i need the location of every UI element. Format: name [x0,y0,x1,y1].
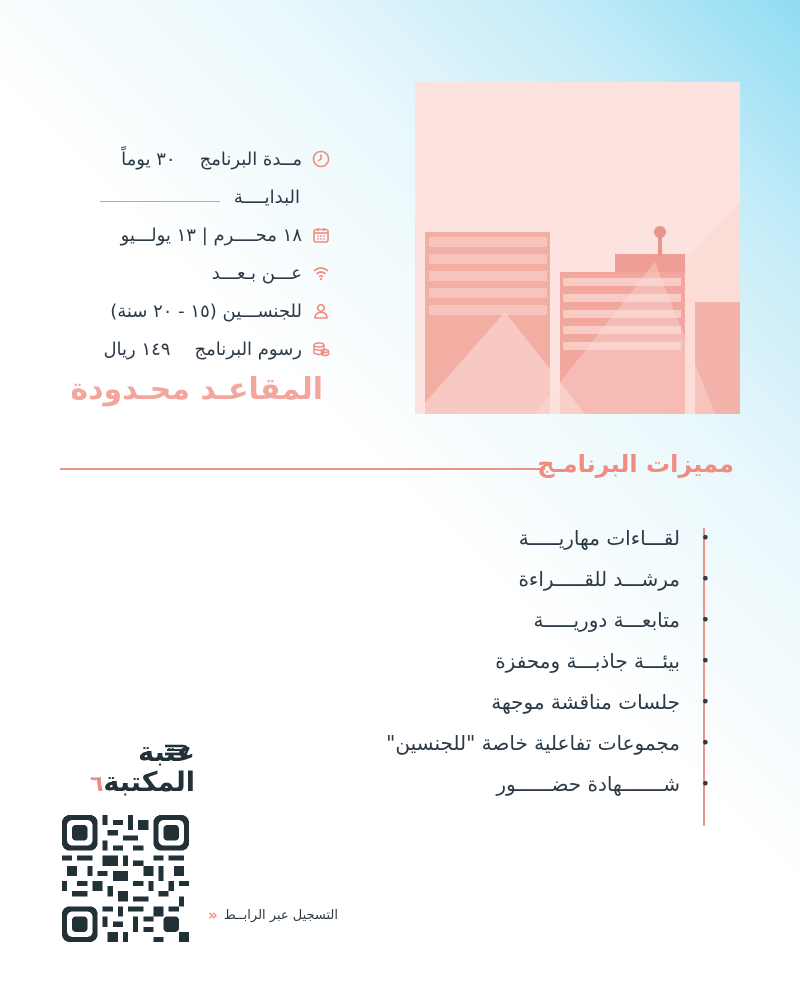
feature-item: • مرشـــد للقـــــراءة [360,565,680,593]
duration-value: ٣٠ يوماً [121,148,176,170]
audience-row [60,292,330,330]
qr-code[interactable] [62,815,189,942]
fees-value: ١٤٩ ريال [103,338,171,360]
brand-edition: ٦ [89,772,104,797]
feature-item: • مجموعات تفاعلية خاصة "للجنسين" [360,729,680,757]
features-divider [60,468,545,470]
feature-item: • شـــــــهادة حضــــــور [360,770,680,798]
wifi-icon [312,264,330,282]
double-chevron-left-icon: « [208,906,218,924]
register-text[interactable]: التسجيل عبر الرابــط [223,907,339,923]
user-icon [312,302,330,320]
start-label: البدايــــة [233,186,300,208]
audience-value: للجنســـين (١٥ - ٢٠ سنة) [110,300,302,322]
feature-item: • متابعـــة دوريـــــة [360,606,680,634]
brand-line-2 [55,768,195,800]
register-link[interactable] [208,906,338,924]
features-list [360,524,680,811]
brand-name-1: عتبة [138,737,195,768]
start-row [60,178,330,216]
feature-item: • لقـــاءات مهاريـــــة [360,524,680,552]
date-row [60,216,330,254]
calendar-icon [312,226,330,244]
clock-icon [312,150,330,168]
brand-name-2: المكتبة [103,767,195,798]
features-title: مميزات البرنامـج [537,450,734,478]
coins-icon [312,340,330,358]
limited-seats: المقاعـد محـدودة [70,372,323,407]
mode-row [60,254,330,292]
fees-label: رسوم البرنامج [194,338,302,360]
date-value: ١٨ محــــرم | ١٣ يولـــيو [120,224,302,246]
mode-value: عـــن بـعـــد [211,262,302,284]
feature-item: • جلسات مناقشة موجهة [360,688,680,716]
program-info [60,140,330,368]
book-icon [163,742,189,766]
duration-label: مــدة البرنامج [199,148,302,170]
hero-photo [415,82,740,414]
fees-row [60,330,330,368]
brand-logo [55,738,195,800]
feature-item: • بيئـــة جاذبـــة ومحفزة [360,647,680,675]
duration-row [60,140,330,178]
start-underline [100,192,220,202]
